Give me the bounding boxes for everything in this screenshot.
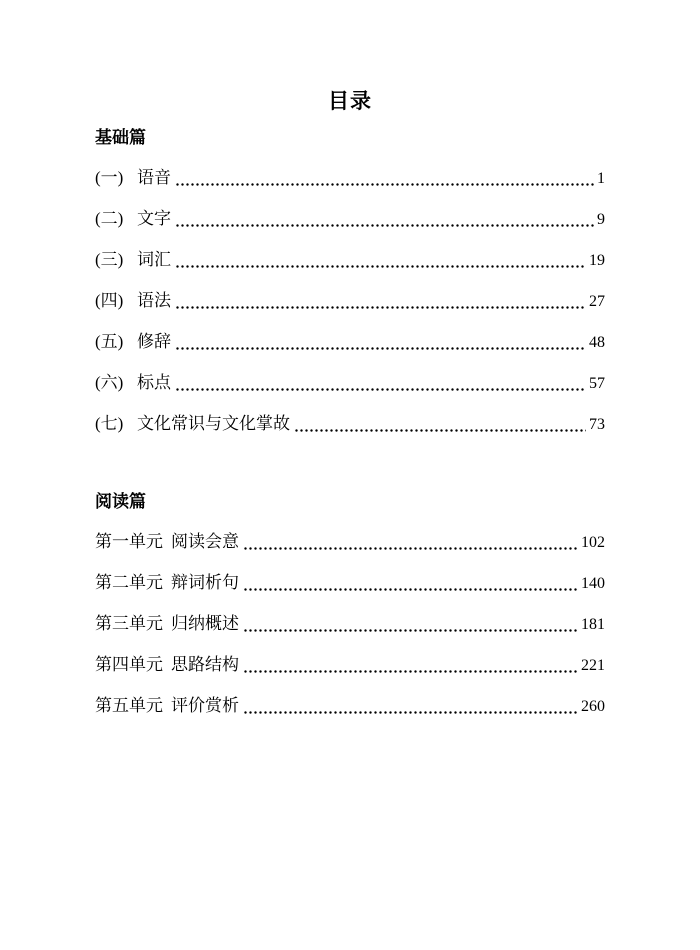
entry-title: 语音 xyxy=(137,168,171,187)
entry-title: 标点 xyxy=(137,373,171,392)
entry-number: 第二单元 xyxy=(95,573,163,592)
dot-leader xyxy=(294,405,586,445)
dot-leader xyxy=(175,364,586,404)
entry-page-number: 260 xyxy=(581,698,605,715)
entry-number: (三) xyxy=(95,250,124,269)
entry-page-number: 73 xyxy=(589,416,605,433)
entry-number: 第一单元 xyxy=(95,532,163,551)
toc-entry[interactable] xyxy=(95,158,605,199)
entry-title: 辩词析句 xyxy=(171,573,239,592)
entry-title: 修辞 xyxy=(137,332,171,351)
dot-leader xyxy=(243,646,578,686)
dot-leader xyxy=(175,200,594,240)
dot-leader xyxy=(243,523,578,563)
entry-number: (六) xyxy=(95,373,124,392)
toc-entry[interactable] xyxy=(95,281,605,322)
entry-number: (二) xyxy=(95,209,124,228)
entry-number: 第五单元 xyxy=(95,696,163,715)
entry-title: 评价赏析 xyxy=(171,696,239,715)
dot-leader xyxy=(175,282,586,322)
entry-title: 归纳概述 xyxy=(171,614,239,633)
toc-entry[interactable] xyxy=(95,363,605,404)
dot-leader xyxy=(175,159,594,199)
entry-title: 词汇 xyxy=(137,250,171,269)
entry-page-number: 57 xyxy=(589,375,605,392)
entry-page-number: 27 xyxy=(589,293,605,310)
toc-entry[interactable] xyxy=(95,563,605,604)
entry-page-number: 221 xyxy=(581,657,605,674)
entry-title: 阅读会意 xyxy=(171,532,239,551)
section-heading-reading: 阅读篇 xyxy=(95,492,146,511)
section-basics xyxy=(95,118,605,445)
entry-number: (五) xyxy=(95,332,124,351)
toc-entry[interactable] xyxy=(95,240,605,281)
entry-number: 第三单元 xyxy=(95,614,163,633)
entry-page-number: 1 xyxy=(597,170,605,187)
dot-leader xyxy=(175,241,586,281)
entry-page-number: 19 xyxy=(589,252,605,269)
toc-entry[interactable] xyxy=(95,522,605,563)
dot-leader xyxy=(243,605,578,645)
section-reading xyxy=(95,482,605,727)
toc-entry[interactable] xyxy=(95,322,605,363)
entry-title: 思路结构 xyxy=(171,655,239,674)
entry-title: 文字 xyxy=(137,209,171,228)
entry-number: (一) xyxy=(95,168,124,187)
entry-title: 文化常识与文化掌故 xyxy=(137,414,290,433)
entry-number: (七) xyxy=(95,414,124,433)
entry-page-number: 102 xyxy=(581,534,605,551)
toc-entry[interactable] xyxy=(95,686,605,727)
toc-entry[interactable] xyxy=(95,645,605,686)
entry-page-number: 181 xyxy=(581,616,605,633)
page-title: 目录 xyxy=(328,89,372,113)
toc-entry[interactable] xyxy=(95,604,605,645)
entry-number: (四) xyxy=(95,291,124,310)
dot-leader xyxy=(243,564,578,604)
entry-page-number: 140 xyxy=(581,575,605,592)
toc-entry[interactable] xyxy=(95,199,605,240)
section-heading-basics: 基础篇 xyxy=(95,128,146,147)
dot-leader xyxy=(243,687,578,727)
toc-entry[interactable] xyxy=(95,404,605,445)
dot-leader xyxy=(175,323,586,363)
entry-title: 语法 xyxy=(137,291,171,310)
entry-page-number: 48 xyxy=(589,334,605,351)
entry-number: 第四单元 xyxy=(95,655,163,674)
entry-page-number: 9 xyxy=(597,211,605,228)
